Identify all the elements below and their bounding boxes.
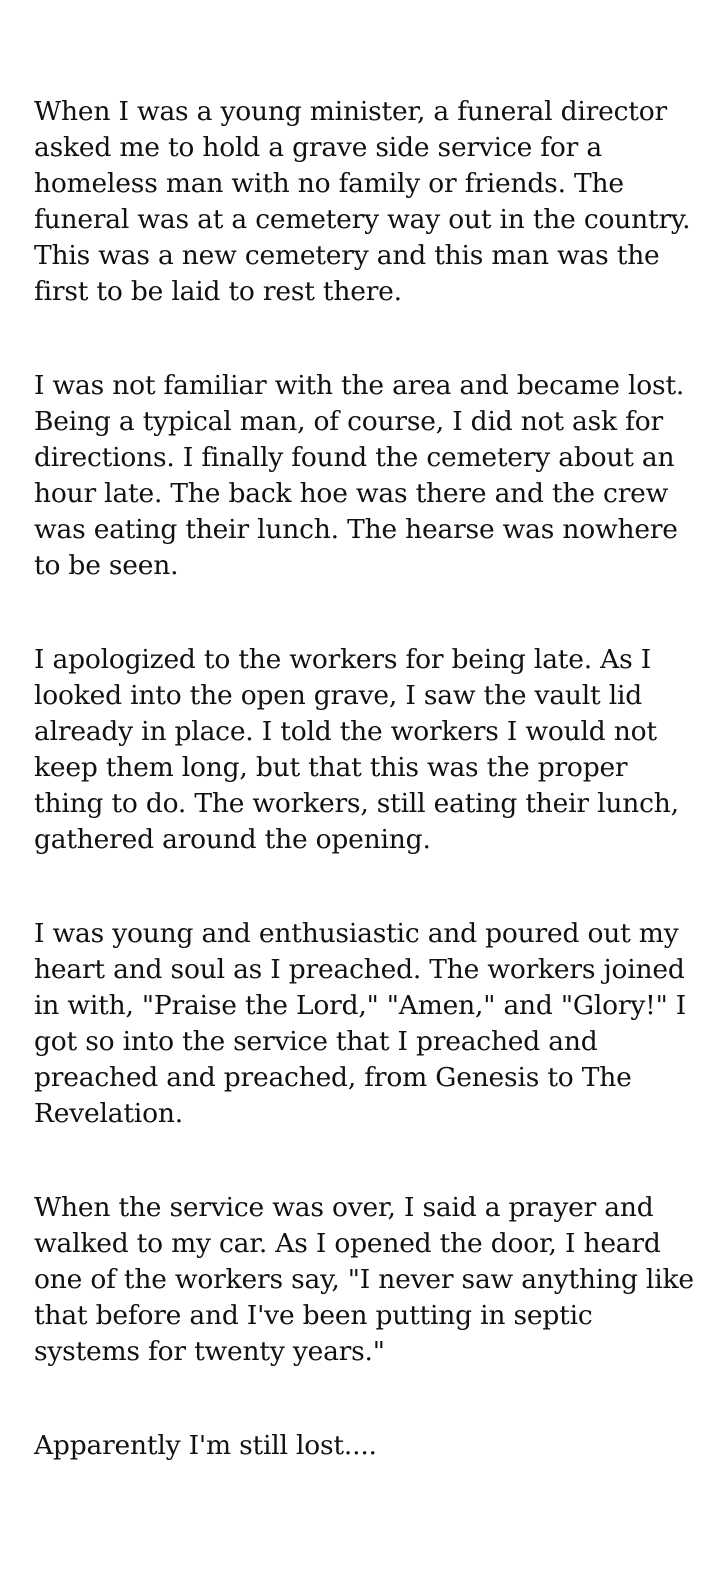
paragraph-5: When the service was over, I said a prayer and walked to my car. As I opened the door, I heard one of the workers say, "I never saw anything like that before and I've been putting in septic systems for twenty years." xyxy=(34,1192,694,1367)
paragraph-1: When I was a young minister, a funeral director asked me to hold a grave side service for a homeless man with no family or friends. The funeral was at a cemetery way out in the country. This was a new cemetery and this man was the first to be laid to rest there. xyxy=(34,96,691,307)
paragraph-4: I was young and enthusiastic and poured out my heart and soul as I preached. The workers joined in with, "Praise the Lord," "Amen," and "Glory!" I got so into the service that I preached and preached and preached, from Genesis to The Revelation. xyxy=(34,918,687,1129)
paragraph-2: I was not familiar with the area and became lost. Being a typical man, of course, I did not ask for directions. I finally found the cemetery about an hour late. The back hoe was there and the crew was eating their lunch. The hearse was nowhere to be seen. xyxy=(34,370,685,581)
story-text xyxy=(34,94,694,1464)
paragraph-6-punchline: Apparently I'm still lost.... xyxy=(34,1430,377,1461)
paragraph-3: I apologized to the workers for being late. As I looked into the open grave, I saw the vault lid already in place. I told the workers I would not keep them long, but that this was the proper thing to do. The workers, still eating their lunch, gathered around the opening. xyxy=(34,644,679,855)
